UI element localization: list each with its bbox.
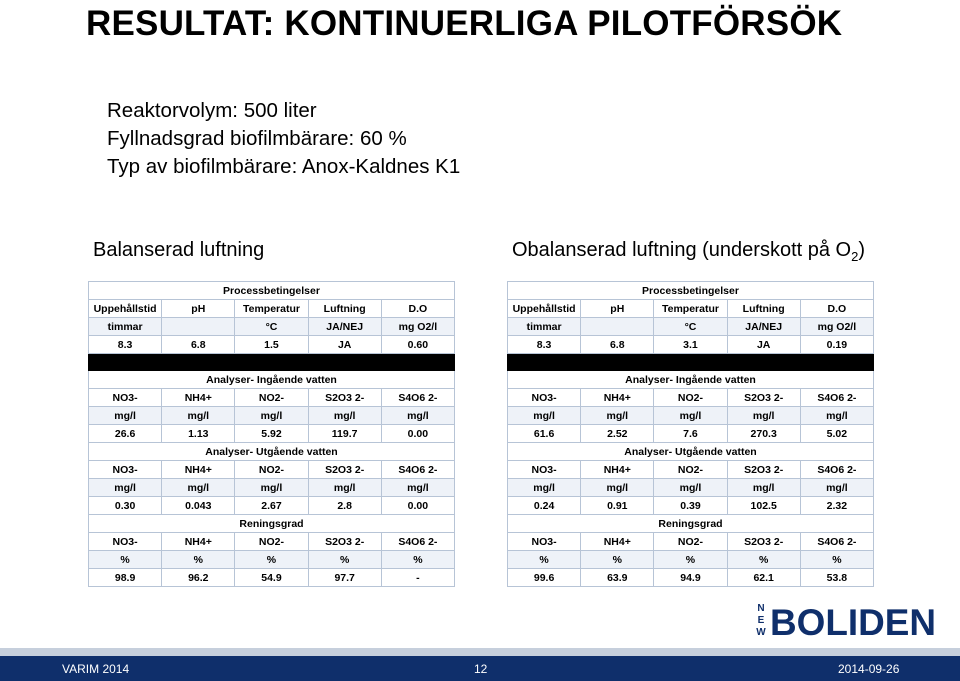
- value-cell: 0.39: [654, 497, 727, 515]
- logo-prefix-letter-3: W: [756, 627, 766, 638]
- unit-cell: %: [800, 551, 873, 569]
- unit-cell: mg/l: [727, 479, 800, 497]
- unit-cell: mg/l: [654, 407, 727, 425]
- ion-header: NH4+: [581, 461, 654, 479]
- ion-header: S4O6 2-: [381, 533, 454, 551]
- header-cell: pH: [581, 300, 654, 318]
- value-cell: 61.6: [508, 425, 581, 443]
- value-cell: 1.13: [162, 425, 235, 443]
- unit-cell: %: [654, 551, 727, 569]
- value-cell: 0.91: [581, 497, 654, 515]
- value-cell: 5.92: [235, 425, 308, 443]
- logo-prefix: [756, 603, 766, 638]
- ion-header: NO3-: [508, 389, 581, 407]
- results-table: [88, 281, 455, 587]
- header-cell: Luftning: [308, 300, 381, 318]
- unit-cell: mg/l: [235, 479, 308, 497]
- value-cell: 0.19: [800, 336, 873, 354]
- unit-cell: mg/l: [508, 479, 581, 497]
- unit-cell: JA/NEJ: [727, 318, 800, 336]
- unit-cell: mg/l: [89, 407, 162, 425]
- section-in: Analyser- Ingående vatten: [508, 371, 874, 389]
- value-cell: 270.3: [727, 425, 800, 443]
- unit-cell: mg/l: [508, 407, 581, 425]
- ion-header: NO3-: [508, 533, 581, 551]
- slide-title: RESULTAT: KONTINUERLIGA PILOTFÖRSÖK: [86, 4, 843, 43]
- section-process: Processbetingelser: [508, 282, 874, 300]
- info-line-fill-degree: Fyllnadsgrad biofilmbärare: 60 %: [107, 127, 407, 150]
- value-cell: 6.8: [162, 336, 235, 354]
- unit-cell: %: [235, 551, 308, 569]
- unit-cell: mg/l: [308, 407, 381, 425]
- value-cell: 62.1: [727, 569, 800, 587]
- logo-prefix-letter-2: E: [757, 615, 765, 626]
- right-results-table: [507, 281, 874, 583]
- unit-cell: mg/l: [727, 407, 800, 425]
- right-heading-close: ): [858, 239, 865, 261]
- unit-cell: mg/l: [581, 479, 654, 497]
- header-cell: pH: [162, 300, 235, 318]
- ion-header: S4O6 2-: [381, 461, 454, 479]
- unit-cell: mg O2/l: [800, 318, 873, 336]
- boliden-logo: [752, 600, 938, 640]
- unit-cell: mg/l: [800, 479, 873, 497]
- unit-cell: mg/l: [800, 407, 873, 425]
- ion-header: NO2-: [235, 533, 308, 551]
- ion-header: NO2-: [654, 389, 727, 407]
- left-results-table: [88, 281, 455, 583]
- ion-header: S2O3 2-: [727, 461, 800, 479]
- logo-name: BOLIDEN: [770, 602, 936, 640]
- unit-cell: mg/l: [381, 479, 454, 497]
- value-cell: 3.1: [654, 336, 727, 354]
- value-cell: 63.9: [581, 569, 654, 587]
- ion-header: NH4+: [581, 389, 654, 407]
- value-cell: 119.7: [308, 425, 381, 443]
- value-cell: 0.043: [162, 497, 235, 515]
- unit-cell: %: [162, 551, 235, 569]
- unit-cell: %: [727, 551, 800, 569]
- value-cell: 26.6: [89, 425, 162, 443]
- unit-cell: timmar: [508, 318, 581, 336]
- ion-header: S2O3 2-: [308, 389, 381, 407]
- value-cell: 6.8: [581, 336, 654, 354]
- value-cell: 5.02: [800, 425, 873, 443]
- value-cell: 0.24: [508, 497, 581, 515]
- ion-header: S4O6 2-: [381, 389, 454, 407]
- unit-cell: °C: [235, 318, 308, 336]
- value-cell: JA: [308, 336, 381, 354]
- ion-header: NO3-: [89, 533, 162, 551]
- unit-cell: %: [308, 551, 381, 569]
- results-table: [507, 281, 874, 587]
- unit-cell: mg/l: [654, 479, 727, 497]
- value-cell: 54.9: [235, 569, 308, 587]
- section-removal: Reningsgrad: [89, 515, 455, 533]
- value-cell: 99.6: [508, 569, 581, 587]
- ion-header: S2O3 2-: [727, 389, 800, 407]
- ion-header: NO2-: [235, 461, 308, 479]
- ion-header: S4O6 2-: [800, 461, 873, 479]
- value-cell: 94.9: [654, 569, 727, 587]
- ion-header: NH4+: [581, 533, 654, 551]
- unit-cell: %: [89, 551, 162, 569]
- footer-event: VARIM 2014: [62, 662, 130, 676]
- value-cell: 0.00: [381, 425, 454, 443]
- right-heading-text: Obalanserad luftning (underskott på O: [512, 239, 852, 261]
- footer-bar: [0, 656, 960, 681]
- value-cell: 2.67: [235, 497, 308, 515]
- info-line-carrier-type: Typ av biofilmbärare: Anox-Kaldnes K1: [107, 155, 461, 178]
- ion-header: NH4+: [162, 461, 235, 479]
- ion-header: S4O6 2-: [800, 533, 873, 551]
- ion-header: NO3-: [89, 461, 162, 479]
- value-cell: 8.3: [89, 336, 162, 354]
- logo-prefix-letter-1: N: [757, 603, 765, 614]
- footer-page-number: 12: [474, 662, 488, 676]
- value-cell: 0.00: [381, 497, 454, 515]
- value-cell: 1.5: [235, 336, 308, 354]
- unit-cell: mg/l: [581, 407, 654, 425]
- unit-cell: timmar: [89, 318, 162, 336]
- value-cell: 0.30: [89, 497, 162, 515]
- unit-cell: mg/l: [381, 407, 454, 425]
- value-cell: 2.32: [800, 497, 873, 515]
- value-cell: -: [381, 569, 454, 587]
- ion-header: NO3-: [89, 389, 162, 407]
- value-cell: 2.8: [308, 497, 381, 515]
- ion-header: S2O3 2-: [727, 533, 800, 551]
- ion-header: S2O3 2-: [308, 461, 381, 479]
- value-cell: 2.52: [581, 425, 654, 443]
- section-in: Analyser- Ingående vatten: [89, 371, 455, 389]
- unit-cell: %: [581, 551, 654, 569]
- footer-date: 2014-09-26: [838, 662, 900, 676]
- ion-header: NO2-: [235, 389, 308, 407]
- ion-header: NO2-: [654, 461, 727, 479]
- ion-header: NO3-: [508, 461, 581, 479]
- value-cell: 7.6: [654, 425, 727, 443]
- value-cell: 8.3: [508, 336, 581, 354]
- header-cell: Temperatur: [654, 300, 727, 318]
- unit-cell: [162, 318, 235, 336]
- ion-header: NO2-: [654, 533, 727, 551]
- section-process: Processbetingelser: [89, 282, 455, 300]
- unit-cell: %: [508, 551, 581, 569]
- value-cell: JA: [727, 336, 800, 354]
- info-block: [107, 97, 460, 181]
- unit-cell: mg O2/l: [381, 318, 454, 336]
- separator-bar: [89, 354, 455, 371]
- info-line-reactor-volume: Reaktorvolym: 500 liter: [107, 99, 317, 122]
- ion-header: S2O3 2-: [308, 533, 381, 551]
- header-cell: D.O: [800, 300, 873, 318]
- value-cell: 53.8: [800, 569, 873, 587]
- header-cell: Uppehållstid: [508, 300, 581, 318]
- value-cell: 97.7: [308, 569, 381, 587]
- unit-cell: JA/NEJ: [308, 318, 381, 336]
- unit-cell: mg/l: [89, 479, 162, 497]
- unit-cell: mg/l: [162, 407, 235, 425]
- header-cell: D.O: [381, 300, 454, 318]
- unit-cell: mg/l: [162, 479, 235, 497]
- section-out: Analyser- Utgående vatten: [89, 443, 455, 461]
- value-cell: 96.2: [162, 569, 235, 587]
- unit-cell: °C: [654, 318, 727, 336]
- value-cell: 102.5: [727, 497, 800, 515]
- ion-header: NH4+: [162, 389, 235, 407]
- value-cell: 0.60: [381, 336, 454, 354]
- footer-divider: [0, 648, 960, 656]
- header-cell: Temperatur: [235, 300, 308, 318]
- unit-cell: mg/l: [235, 407, 308, 425]
- unit-cell: %: [381, 551, 454, 569]
- ion-header: NH4+: [162, 533, 235, 551]
- header-cell: Luftning: [727, 300, 800, 318]
- header-cell: Uppehållstid: [89, 300, 162, 318]
- unit-cell: [581, 318, 654, 336]
- section-out: Analyser- Utgående vatten: [508, 443, 874, 461]
- unit-cell: mg/l: [308, 479, 381, 497]
- section-removal: Reningsgrad: [508, 515, 874, 533]
- right-heading: [512, 239, 865, 264]
- value-cell: 98.9: [89, 569, 162, 587]
- right-heading-subscript: 2: [851, 249, 859, 264]
- ion-header: S4O6 2-: [800, 389, 873, 407]
- left-heading: Balanserad luftning: [93, 239, 265, 261]
- separator-bar: [508, 354, 874, 371]
